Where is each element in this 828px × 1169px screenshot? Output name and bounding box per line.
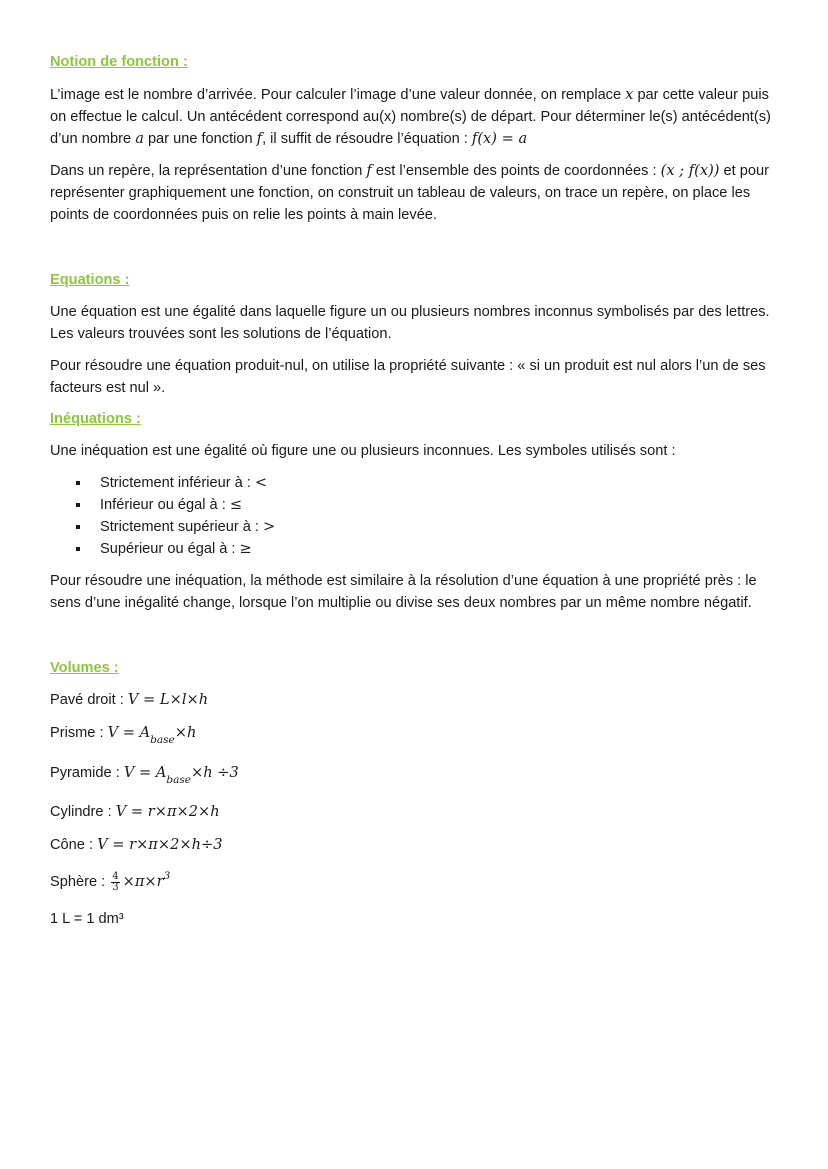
list-item: Strictement inférieur à : < bbox=[74, 472, 778, 494]
symbols-list bbox=[50, 472, 778, 560]
paragraph-equation-definition: Une équation est une égalité dans laquelle figure un ou plusieurs nombres inconnus symbolisés par des lettres. Les valeurs trouvées sont les solutions de l’équation. bbox=[50, 304, 770, 342]
paragraph-representation: Dans un repère, la représentation d’une fonction f est l’ensemble des points de coordonnées : (x ; f(x)) et pour représenter graphiquement une fonction, on construit un tableau de valeurs, on trace un repère, on place les points de coordonnées puis on relie les points à main levée. bbox=[50, 162, 769, 223]
paragraph-produit-nul: Pour résoudre une équation produit-nul, on utilise la propriété suivante : « si un produit est nul alors l’un de ses facteurs est nul ». bbox=[50, 358, 766, 396]
heading-equations: Equations : bbox=[50, 272, 130, 288]
heading-volumes: Volumes : bbox=[50, 660, 119, 676]
paragraph-inequation-intro: Une inéquation est une égalité où figure une ou plusieurs inconnues. Les symboles utilisés sont : bbox=[50, 443, 676, 459]
section-fonction bbox=[50, 51, 778, 226]
heading-inequations: Inéquations : bbox=[50, 411, 141, 427]
fraction-four-thirds: $\frac{4}{3}$ bbox=[112, 870, 119, 893]
list-item: Strictement supérieur à : > bbox=[74, 516, 778, 538]
conversion-litre: 1 L = 1 dm³ bbox=[50, 911, 124, 927]
section-inequations bbox=[50, 408, 778, 614]
section-equations bbox=[50, 269, 778, 399]
heading-fonction: Notion de fonction : bbox=[50, 54, 188, 70]
coordinates-formula: (x ; f(x)) bbox=[660, 162, 720, 179]
list-item: Inférieur ou égal à : ≤ bbox=[74, 494, 778, 516]
formula-prisme: Prisme : $V = A_{base}\times h$ bbox=[50, 724, 197, 746]
formula-cone: Cône : V = r×π×2×h÷3 bbox=[50, 836, 223, 853]
paragraph-inequation-method: Pour résoudre une inéquation, la méthode est similaire à la résolution d’une équation à une propriété près : le sens d’une inégalité change, lorsque l’on multiplie ou divise ses deux nombres par un même nombre négatif. bbox=[50, 573, 757, 611]
list-item: Supérieur ou égal à : ≥ bbox=[74, 538, 778, 560]
formula-pave-droit: Pavé droit : V = L×l×h bbox=[50, 691, 209, 708]
formula-cylindre: Cylindre : V = r×π×2×h bbox=[50, 803, 220, 820]
formula-sphere: Sphère : $\frac{4}{3}$ $\times\pi\times r^3$ bbox=[50, 870, 171, 893]
paragraph-image-antecedent: L’image est le nombre d’arrivée. Pour calculer l’image d’une valeur donnée, on remplace x par cette valeur puis on effectue le calcul. Un antécédent correspond au(x) nombre(s) de départ. Pour déterminer le(s) antécédent(s) d’un nombre a par une fonction f, il suffit de résoudre l’équation : f(x) = a bbox=[50, 86, 771, 147]
section-volumes bbox=[50, 657, 778, 930]
formula-pyramide: Pyramide : $V = A_{base}\times h \div 3$ bbox=[50, 764, 239, 786]
equation-f-x-equals-a: f(x) = a bbox=[471, 130, 528, 147]
